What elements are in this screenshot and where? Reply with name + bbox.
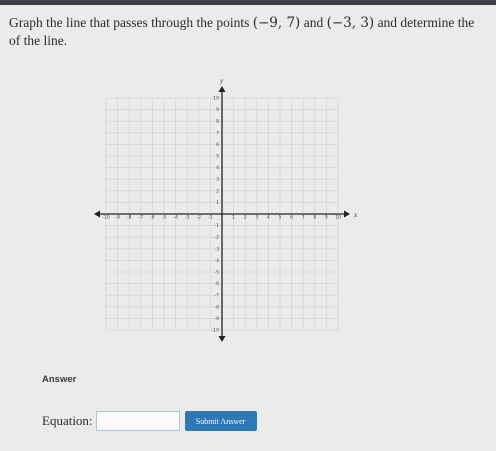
y-tick-label: -5 — [214, 270, 219, 276]
x-tick-label: 8 — [313, 215, 317, 221]
equation-row — [42, 410, 257, 432]
x-tick-label: -10 — [102, 215, 110, 221]
x-tick-label: 10 — [335, 215, 341, 221]
x-tick-label: 9 — [324, 215, 328, 221]
question-text-and: and — [303, 15, 324, 30]
y-axis-label: y — [220, 77, 224, 85]
answer-label: Answer — [42, 374, 77, 385]
x-tick-label: -9 — [115, 215, 120, 221]
x-tick-label: 2 — [243, 215, 247, 221]
equation-input[interactable] — [96, 411, 180, 431]
question-text-before: Graph the line that passes through the points — [9, 15, 250, 30]
y-tick-label: -3 — [214, 247, 219, 253]
y-axis-arrow-top — [219, 86, 226, 92]
x-tick-label: -1 — [208, 215, 213, 221]
x-axis-label: x — [354, 211, 358, 219]
y-tick-label: -6 — [214, 282, 219, 288]
x-tick-label: -4 — [173, 215, 178, 221]
x-tick-label: 3 — [255, 215, 259, 221]
y-axis-arrow-bottom — [219, 336, 226, 342]
submit-answer-button[interactable]: Submit Answer — [185, 411, 257, 431]
point-1: (−9, 7) — [252, 15, 301, 31]
y-tick-label: -4 — [214, 258, 219, 264]
x-tick-label: 4 — [266, 215, 270, 221]
y-tick-label: 7 — [216, 131, 219, 137]
y-tick-label: 4 — [216, 166, 219, 172]
equation-label: Equation: — [42, 413, 93, 428]
x-tick-label: -3 — [184, 215, 190, 221]
y-tick-label: 3 — [216, 177, 219, 183]
x-tick-label: 5 — [278, 215, 282, 221]
point-2: (−3, 3) — [326, 15, 375, 31]
y-tick-label: -2 — [214, 235, 219, 241]
y-tick-label: -1 — [214, 224, 219, 230]
top-bar — [0, 0, 496, 5]
x-tick-label: -2 — [196, 215, 202, 221]
x-tick-label: -6 — [150, 215, 155, 221]
y-tick-label: 2 — [216, 189, 219, 195]
question-text-after: and determine the — [377, 15, 475, 30]
y-tick-label: -7 — [214, 293, 219, 299]
y-tick-label: 8 — [216, 119, 219, 125]
y-tick-label: 6 — [216, 142, 219, 148]
question-text — [9, 14, 496, 50]
y-tick-label: 10 — [213, 96, 219, 102]
x-tick-label: -8 — [126, 215, 132, 221]
x-tick-label: 6 — [290, 215, 294, 221]
x-tick-label: 1 — [232, 215, 236, 221]
y-tick-label: -10 — [211, 328, 219, 334]
y-tick-label: 5 — [216, 154, 219, 160]
y-tick-label: 1 — [216, 200, 219, 206]
coordinate-graph[interactable] — [92, 72, 358, 342]
x-tick-label: 7 — [301, 215, 305, 221]
x-tick-label: -7 — [138, 215, 144, 221]
y-tick-label: -8 — [214, 305, 219, 311]
x-tick-label: -5 — [161, 215, 167, 221]
y-tick-label: -9 — [214, 316, 219, 322]
y-tick-label: 9 — [216, 108, 219, 114]
x-axis-arrow-right — [344, 211, 350, 218]
x-axis-arrow-left — [94, 211, 100, 218]
question-line-2: of the line. — [9, 33, 68, 48]
